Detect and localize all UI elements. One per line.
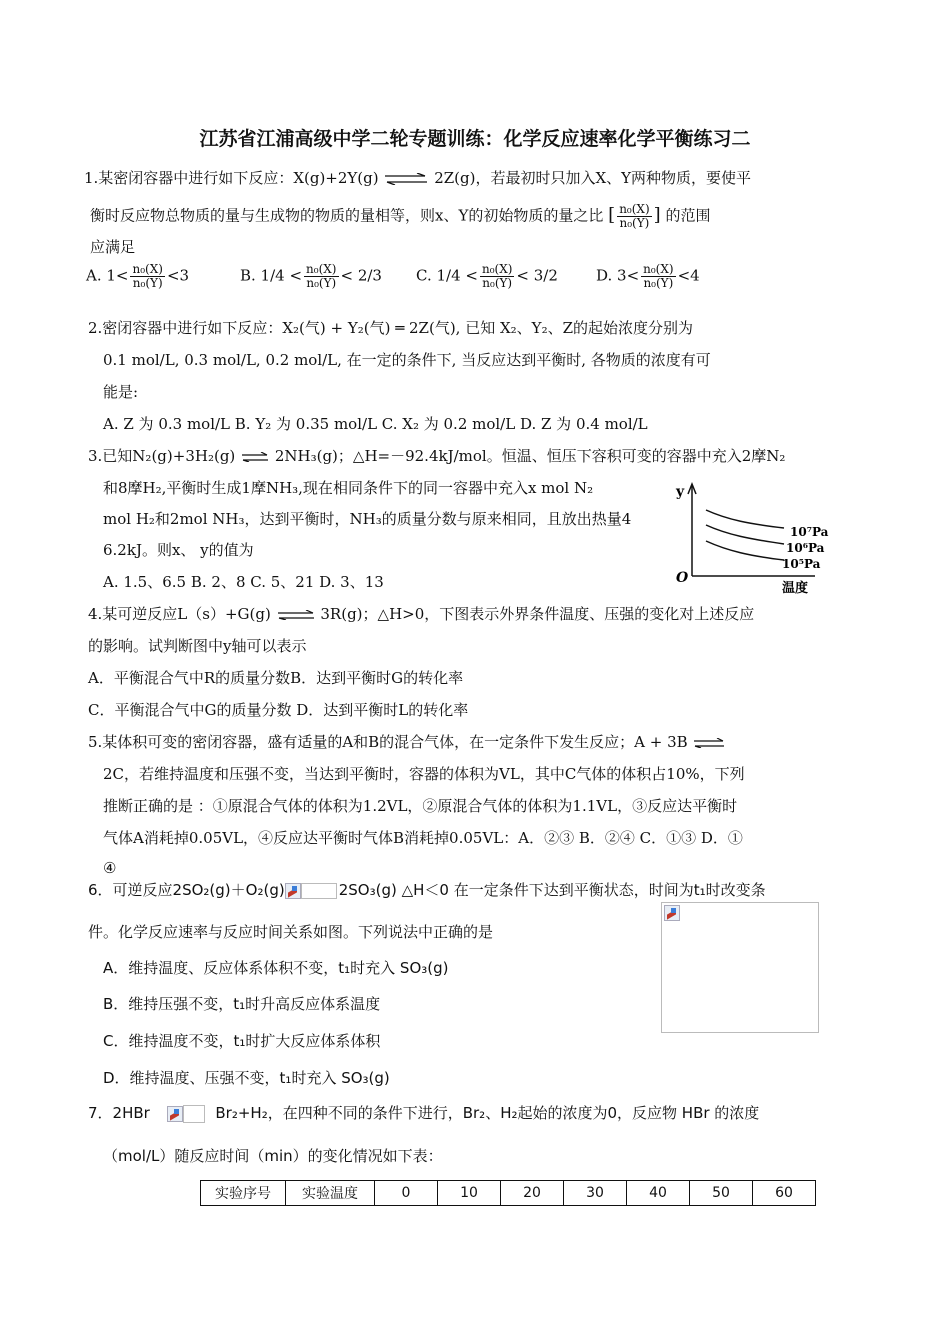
q3-line3: mol H₂和2mol NH₃，达到平衡时，NH₃的质量分数与原来相同，且放出热量4 <box>103 510 632 528</box>
equilibrium-arrow-icon <box>692 738 726 748</box>
q3-line2: 和8摩H₂,平衡时生成1摩NH₃,现在相同条件下的同一容器中充入x mol N₂ <box>103 479 594 497</box>
q6-option-b: B．维持压强不变，t₁时升高反应体系温度 <box>103 995 381 1013</box>
curve-1e6pa <box>706 525 784 544</box>
q5-line3: 推断正确的是 ：①原混合气体的体积为1.2VL，②原混合气体的体积为1.1VL，③反应达平衡时 <box>103 797 738 815</box>
q6-image-placeholder <box>661 902 819 1033</box>
table-header-cell: 10 <box>438 1181 501 1206</box>
table-header-cell: 40 <box>627 1181 690 1206</box>
q3-line5: A. 1.5、6.5 B. 2、8 C. 5、21 D. 3、13 <box>103 573 384 591</box>
table-header-cell: 实验温度 <box>286 1181 375 1206</box>
q7-line2: （mol/L）随反应时间（min）的变化情况如下表： <box>103 1147 443 1165</box>
table-header-cell: 20 <box>501 1181 564 1206</box>
broken-image-icon <box>167 1106 183 1122</box>
table-header-cell: 30 <box>564 1181 627 1206</box>
pressure-temperature-graph <box>670 478 845 596</box>
q2-line3: 能是: <box>103 383 139 401</box>
q1-ratio-fraction: $\frac{\text{n₀(X)}}{\text{n₀(Y)}}$ <box>619 202 650 230</box>
curve-1e5pa <box>706 541 784 560</box>
q2-line1: 2.密闭容器中进行如下反应：X₂(气) + Y₂(气) ═ 2Z(气), 已知 X₂、Y₂、Z的起始浓度分别为 <box>88 319 694 337</box>
origin-label: O <box>676 570 689 586</box>
q6-option-c: C．维持温度不变，t₁时扩大反应体系体积 <box>103 1032 381 1050</box>
equilibrium-arrow-icon <box>240 452 270 462</box>
y-axis-label: y <box>676 484 685 500</box>
broken-image-icon <box>664 905 680 921</box>
q4-line4: C．平衡混合气中G的质量分数 D．达到平衡时L的转化率 <box>88 701 469 719</box>
q4-line1: 4.某可逆反应L（s）+G(g) 3R(g)；△H>0，下图表示外界条件温度、压强的变化对上述反应 <box>88 605 755 623</box>
q7-data-table <box>200 1180 816 1206</box>
q5-line2: 2C，若维持温度和压强不变，当达到平衡时，容器的体积为VL，其中C气体的体积占10%，下列 <box>103 765 745 783</box>
equilibrium-arrow-icon <box>383 173 429 185</box>
table-header-row <box>201 1181 816 1206</box>
q2-line2: 0.1 mol/L, 0.3 mol/L, 0.2 mol/L, 在一定的条件下, 当反应达到平衡时, 各物质的浓度有可 <box>103 351 711 369</box>
curve-1e7pa <box>706 510 784 528</box>
q5-line4: 气体A消耗掉0.05VL，④反应达平衡时气体B消耗掉0.05VL：A．②③ B．②④ C．①③ D．① <box>103 829 743 847</box>
q1-line3: 应满足 <box>90 238 136 256</box>
q4-line3: A．平衡混合气中R的质量分数B．达到平衡时G的转化率 <box>88 669 464 687</box>
q3-line4: 6.2kJ。则x、 y的值为 <box>103 541 254 559</box>
q2-line4: A. Z 为 0.3 mol/L B. Y₂ 为 0.35 mol/L C. X₂ 为 0.2 mol/L D. Z 为 0.4 mol/L <box>103 415 648 433</box>
x-axis-label: 温度 <box>782 581 809 596</box>
q4-line2: 的影响。试判断图中y轴可以表示 <box>88 637 307 655</box>
q1-line2a: 衡时反应物总物质的量与生成物的物质的量相等，则x、Y的初始物质的量之比 <box>90 206 604 225</box>
curve-label-1e7pa: 10⁷Pa <box>790 525 829 539</box>
q1-option-a: A. 1< $\frac{\text{n₀(X)}}{\text{n₀(Y)}}$ <3 <box>86 262 190 290</box>
table-header-cell: 实验序号 <box>201 1181 286 1206</box>
q1-option-d: D. 3< $\frac{\text{n₀(X)}}{\text{n₀(Y)}}$ <4 <box>596 262 700 290</box>
curve-label-1e6pa: 10⁶Pa <box>786 541 825 555</box>
q1-option-c: C. 1/4 < $\frac{\text{n₀(X)}}{\text{n₀(Y)}}$ < 3/2 <box>416 262 558 290</box>
q1-line1a: 1.某密闭容器中进行如下反应：X(g)+2Y(g) <box>84 169 379 187</box>
equilibrium-arrow-icon <box>276 610 316 620</box>
q1-option-b: B. 1/4 < $\frac{\text{n₀(X)}}{\text{n₀(Y)}}$ < 2/3 <box>240 262 382 290</box>
q1-line2: 衡时反应物总物质的量与生成物的物质的量相等，则x、Y的初始物质的量之比 [ $\frac{\text{n₀(X)}}{\text{n₀(Y)}}$ ] 的范围 <box>90 202 711 230</box>
q6-option-a: A．维持温度、反应体系体积不变，t₁时充入 SO₃(g) <box>103 959 449 977</box>
q1-line2b: 的范围 <box>665 206 711 225</box>
q1-line1 <box>84 168 751 188</box>
broken-image-icon <box>285 883 301 899</box>
q6-option-d: D．维持温度、压强不变，t₁时充入 SO₃(g) <box>103 1069 390 1087</box>
q1-line1b: 2Z(g)，若最初时只加入X、Y两种物质，要使平 <box>434 169 752 187</box>
q5-line1: 5.某体积可变的密闭容器，盛有适量的A和B的混合气体，在一定条件下发生反应；A + 3B <box>88 732 726 752</box>
table-header-cell: 60 <box>753 1181 816 1206</box>
q3-line1: 3.已知N₂(g)+3H₂(g) 2NH₃(g)；△H=－92.4kJ/mol。恒温、恒压下容积可变的容器中充入2摩N₂ <box>88 447 786 465</box>
q6-line2: 件。化学反应速率与反应时间关系如图。下列说法中正确的是 <box>88 923 494 941</box>
q7-line1: 7．2HBr Br₂+H₂，在四种不同的条件下进行，Br₂、H₂起始的浓度为0，反应物 HBr 的浓度 <box>88 1104 760 1122</box>
table-header-cell: 50 <box>690 1181 753 1206</box>
table-header-cell: 0 <box>375 1181 438 1206</box>
page-title: 江苏省江浦高级中学二轮专题训练：化学反应速率化学平衡练习二 <box>199 128 751 150</box>
q6-line1: 6．可逆反应2SO₂(g)＋O₂(g) 2SO₃(g) △H＜0 在一定条件下达到平衡状态，时间为t₁时改变条 <box>88 881 766 899</box>
q5-line5: ④ <box>103 859 117 877</box>
curve-label-1e5pa: 10⁵Pa <box>782 557 821 571</box>
